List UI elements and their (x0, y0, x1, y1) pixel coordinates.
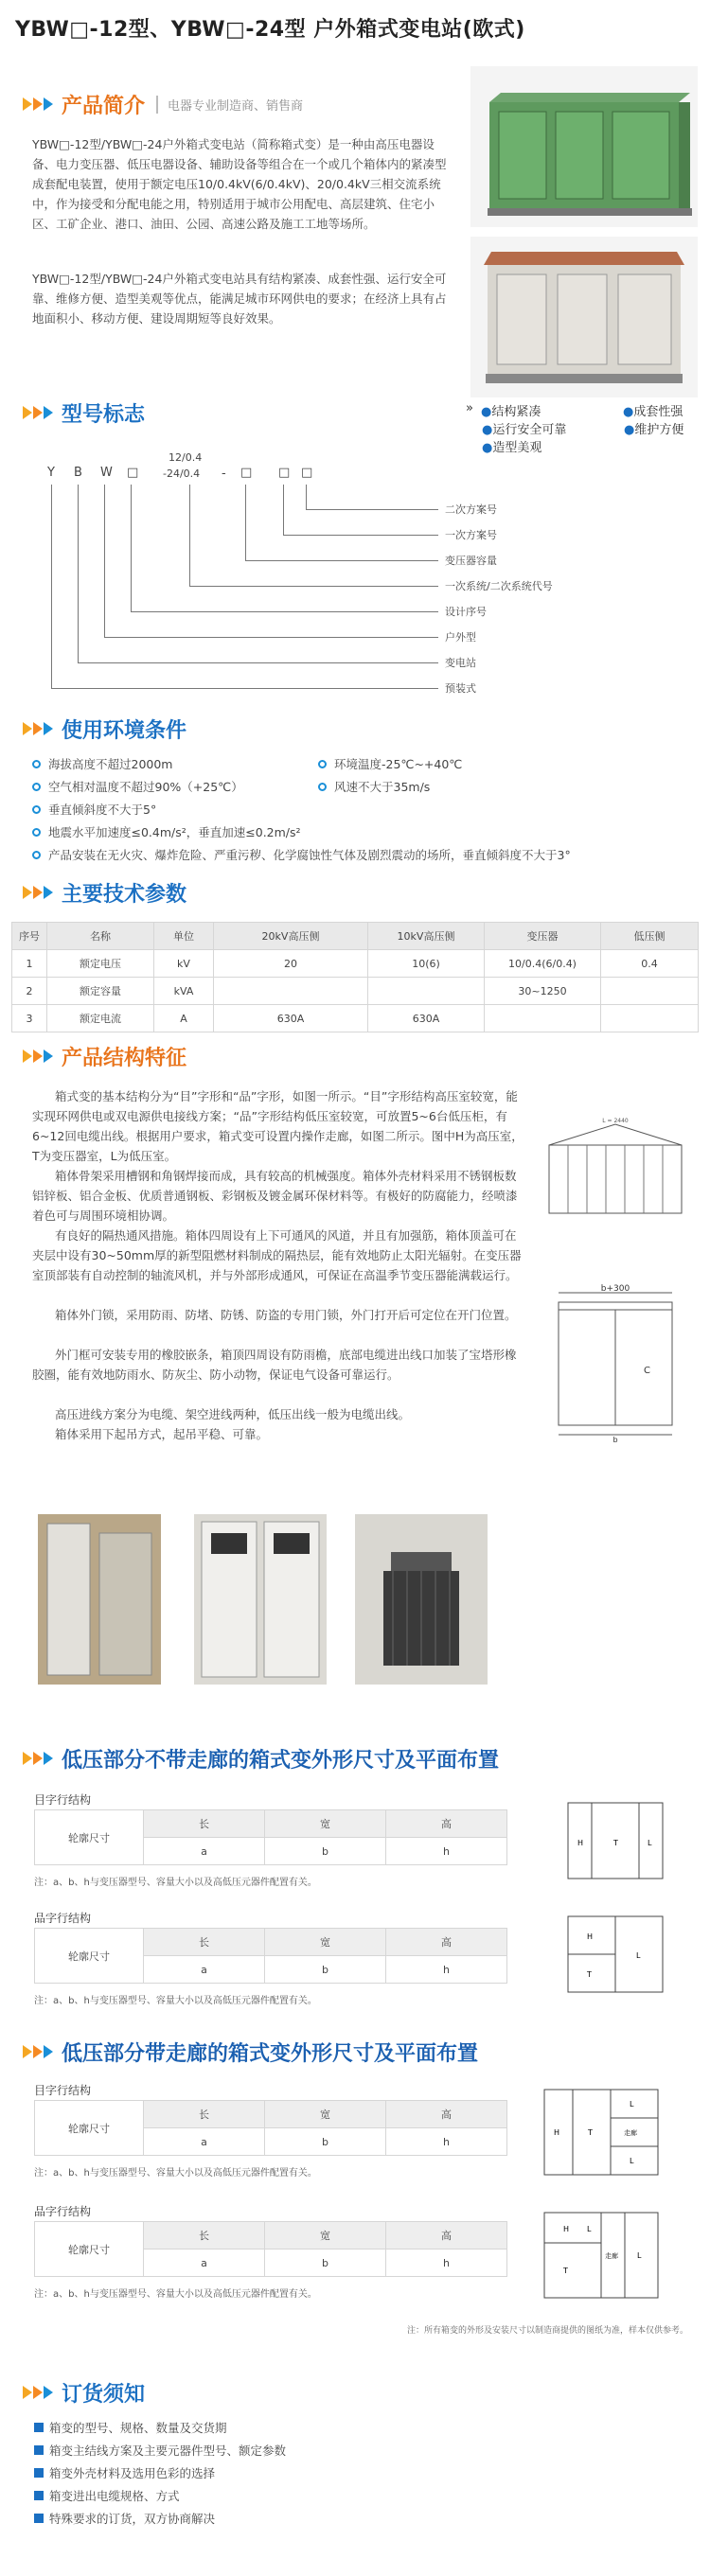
group-name: 目字行结构 (34, 2084, 92, 2097)
dimension-table: 轮廓尺寸 长 宽 高 a b h (34, 1809, 507, 1865)
env-item: 环境温度-25℃~+40℃ (318, 755, 462, 772)
photo-switchgear-panel (194, 1514, 327, 1685)
model-title: 型号标志 (62, 402, 146, 427)
page-title: YBW□-12型、YBW□-24型 户外箱式变电站(欧式) (15, 18, 525, 42)
order-item: 箱变外壳材料及选用色彩的选择 (34, 2464, 215, 2481)
dimension-table: 轮廓尺寸 长 宽 高 a b h (34, 1928, 507, 1984)
order-item: 特殊要求的订货，双方协商解决 (34, 2510, 215, 2527)
svg-text:C: C (644, 1366, 650, 1376)
order-item: 箱变主结线方案及主要元器件型号、额定参数 (34, 2442, 286, 2459)
code-label: 二次方案号 (445, 503, 497, 516)
code-box: □ (301, 466, 313, 480)
code-letter: B (74, 466, 82, 480)
substation-grey-image (470, 237, 698, 397)
env-item: 风速不大于35m/s (318, 778, 430, 795)
intro-title: 产品简介 (62, 94, 146, 118)
photo-transformer (355, 1514, 488, 1685)
no-corridor-header (23, 1741, 499, 1775)
env-item: 地震水平加速度≤0.4m/s²，垂直加速≤0.2m/s² (32, 823, 301, 840)
table-note: 注：a、b、h与变压器型号、容量大小以及高低压元器件配置有关。 (34, 1878, 317, 1888)
arrow-icon (23, 2386, 54, 2399)
table-header: 单位 (154, 923, 214, 950)
feature-item: ●运行安全可靠 (482, 423, 567, 437)
structure-paragraph: 外门框可安装专用的橡胶嵌条，箱顶四周设有防雨檐，底部电缆进出线口加装了宝塔形橡胶圈，能有效地防雨水、防灰尘、防小动物，保证电气设备可靠运行。 (32, 1348, 517, 1382)
layout-plan-mu-corridor (535, 2082, 686, 2191)
feature-item: ●造型美观 (482, 441, 542, 455)
structure-figure-1 (540, 1117, 691, 1221)
feature-item: ●维护方便 (624, 423, 684, 437)
svg-text:H: H (563, 2225, 570, 2233)
structure-title: 产品结构特征 (62, 1046, 187, 1070)
code-label: 预装式 (445, 682, 476, 695)
code-label: 变电站 (445, 657, 476, 669)
svg-text:L = 2440: L = 2440 (602, 1118, 629, 1124)
double-arrow-icon: » (466, 401, 473, 415)
structure-figure-2 (549, 1283, 691, 1444)
svg-text:走廊: 走廊 (624, 2129, 637, 2137)
intro-paragraph-1: YBW□-12型/YBW□-24户外箱式变电站（简称箱式变）是一种由高压电器设备、电力变压器、低压电器设备、辅助设备等组合在一个或几个箱体内的紧凑型成套配电装置，使用于额定电压10/0.4kV(6/0.4kV)、20/0.4kV三相交流系统中，作为接受和分配电能之用，特别适用于城市公用配电、高层建筑、住宅小区、工矿企业、港口、油田、公园、高速公路及施工工地等场所。 (32, 137, 447, 231)
svg-text:H: H (577, 1839, 584, 1847)
code-voltage-top: 12/0.4 (169, 451, 203, 464)
layout-plan-mu (559, 1793, 682, 1897)
structure-paragraph: 箱体外门锁，采用防雨、防堵、防锈、防盗的专用门锁，外门打开后可定位在开门位置。 (55, 1308, 517, 1322)
table-row: 1 额定电压 kV 20 10(6) 10/0.4(6/0.4) 0.4 (12, 950, 699, 978)
code-label: 一次方案号 (445, 529, 497, 541)
arrow-icon (23, 1050, 54, 1063)
table-header: 10kV高压侧 (368, 923, 485, 950)
svg-text:L: L (637, 2251, 642, 2260)
feature-list (466, 401, 683, 455)
svg-text:T: T (613, 1839, 618, 1847)
svg-text:T: T (587, 1970, 592, 1979)
structure-paragraph: 箱体骨架采用槽钢和角钢焊接而成，具有较高的机械强度。箱体外壳材料采用不锈钢板数铝锌板、铝合金板、优质普通钢板、彩钢板及镀金属环保材料等。有极好的防腐能力，经喷漆着色可与周围环境相协调。 (32, 1169, 518, 1223)
table-header: 20kV高压侧 (214, 923, 368, 950)
arrow-icon (23, 722, 54, 735)
table-note: 注：a、b、h与变压器型号、容量大小以及高低压元器件配置有关。 (34, 2289, 317, 2300)
tech-header (23, 875, 186, 909)
intro-paragraph-2: YBW□-12型/YBW□-24户外箱式变电站具有结构紧凑、成套性强、运行安全可靠、维修方便、造型美观等优点，能满足城市环网供电的要求；在经济上具有占地面积小、移动方便、建设周期短等良好效果。 (32, 272, 447, 326)
structure-paragraph: 有良好的隔热通风措施。箱体四周设有上下可通风的风道，并且有加强筋，箱体顶盖可在夹层中设有30~50mm厚的新型阻燃材料制成的隔热层，能有效地防止太阳光辐射。在变压器室顶部装有自动控制的轴流风机，并与外部形成通风，可保证在高温季节变压器能满载运行。 (32, 1228, 522, 1282)
corridor-header (23, 2035, 478, 2069)
env-item: 海拔高度不超过2000m (32, 755, 173, 772)
order-item: 箱变的型号、规格、数量及交货期 (34, 2419, 227, 2436)
env-item: 空气相对温度不超过90%（+25℃） (32, 778, 243, 795)
feature-item: ●结构紧凑 (480, 405, 541, 419)
order-title: 订货须知 (62, 2382, 146, 2407)
env-item: 产品安装在无火灾、爆炸危险、严重污秽、化学腐蚀性气体及剧烈震动的场所，垂直倾斜度不大于3° (32, 846, 571, 863)
table-header: 低压侧 (601, 923, 699, 950)
table-header: 序号 (12, 923, 47, 950)
env-item: 垂直倾斜度不大于5° (32, 801, 156, 818)
tech-table (11, 922, 699, 1032)
code-label: 设计序号 (445, 606, 487, 618)
structure-paragraph: 箱式变的基本结构分为“目”字形和“品”字形，如图一所示。“目”字形结构高压室较宽，能实现环网供电或双电源供电接线方案；“品”字形结构低压室较宽，可放置5~6台低压柜，有6~12回电缆出线。根据用户要求，箱式变可设置内操作走廊，如图二所示。图中H为高压室，T为变压器室，L为低压室。 (32, 1089, 524, 1163)
corridor-title: 低压部分带走廊的箱式变外形尺寸及平面布置 (62, 2041, 479, 2066)
svg-text:L: L (630, 2100, 634, 2108)
order-item: 箱变进出电缆规格、方式 (34, 2487, 180, 2504)
code-box: □ (240, 466, 253, 480)
structure-paragraph: 高压进线方案分为电缆、架空进线两种，低压出线一般为电缆出线。 (55, 1407, 411, 1421)
structure-paragraph: 箱体采用下起吊方式，起吊平稳、可靠。 (55, 1427, 269, 1441)
feature-item: ●成套性强 (622, 405, 683, 419)
svg-text:L: L (587, 2225, 592, 2233)
arrow-icon (23, 2045, 54, 2058)
tech-title: 主要技术参数 (62, 882, 187, 907)
table-header: 名称 (47, 923, 154, 950)
group-name: 品字行结构 (34, 2205, 92, 2218)
code-voltage-bottom: -24/0.4 (163, 468, 201, 480)
arrow-icon (23, 886, 54, 899)
no-corridor-title: 低压部分不带走廊的箱式变外形尺寸及平面布置 (62, 1748, 500, 1773)
code-dash: - (222, 467, 226, 481)
group-name: 品字行结构 (34, 1912, 92, 1925)
svg-text:T: T (563, 2267, 568, 2275)
dimension-table: 轮廓尺寸 长 宽 高 a b h (34, 2221, 507, 2277)
svg-text:b+300: b+300 (600, 1284, 630, 1294)
code-label: 变压器容量 (445, 555, 497, 567)
model-header (23, 396, 145, 430)
layout-plan-pin-corridor (535, 2205, 686, 2314)
table-note: 注：a、b、h与变压器型号、容量大小以及高低压元器件配置有关。 (34, 2168, 317, 2179)
table-header: 变压器 (485, 923, 601, 950)
svg-text:走廊: 走廊 (605, 2252, 618, 2260)
intro-header (23, 87, 303, 121)
arrow-icon (23, 406, 54, 419)
arrow-icon (23, 97, 54, 111)
code-label: 户外型 (445, 631, 476, 644)
svg-text:L: L (636, 1951, 641, 1960)
svg-text:H: H (554, 2128, 560, 2137)
table-row: 3 额定电流 A 630A 630A (12, 1005, 699, 1032)
layout-plan-pin (559, 1907, 682, 2011)
arrow-icon (23, 1752, 54, 1765)
svg-text:b: b (612, 1436, 618, 1444)
order-header (23, 2375, 145, 2409)
structure-header (23, 1039, 186, 1073)
code-label: 一次系统/二次系统代号 (445, 580, 553, 592)
substation-green-image (470, 66, 698, 227)
svg-text:L: L (648, 1839, 652, 1847)
code-letter: □ (127, 466, 139, 480)
svg-text:H: H (587, 1932, 594, 1941)
table-note: 注：a、b、h与变压器型号、容量大小以及高低压元器件配置有关。 (34, 1996, 317, 2006)
figure-note: 注：所有箱变的外形及安装尺寸以制造商提供的图纸为准，样本仅供参考。 (407, 2326, 689, 2336)
env-title: 使用环境条件 (62, 718, 187, 743)
table-header-row (12, 923, 699, 950)
intro-subtitle: 电器专业制造商、销售商 (156, 96, 303, 114)
code-letter: Y (47, 466, 55, 480)
svg-text:T: T (588, 2128, 593, 2137)
table-row: 2 额定容量 kVA 30~1250 (12, 978, 699, 1005)
env-header (23, 712, 186, 746)
code-box: □ (278, 466, 291, 480)
svg-text:L: L (630, 2157, 634, 2165)
dimension-table: 轮廓尺寸 长 宽 高 a b h (34, 2100, 507, 2156)
photo-switchgear-corridor (38, 1514, 161, 1685)
code-letter: W (100, 466, 113, 480)
group-name: 目字行结构 (34, 1793, 92, 1807)
